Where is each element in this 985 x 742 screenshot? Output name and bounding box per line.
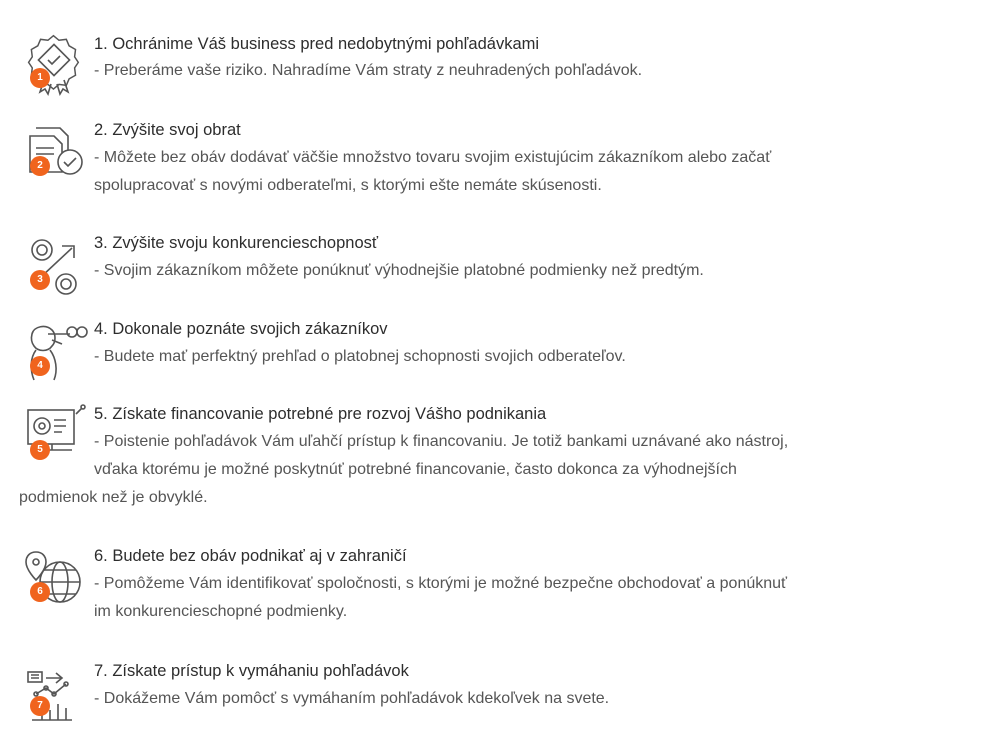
number-badge: 6	[30, 582, 50, 602]
benefit-title: 4. Dokonale poznáte svojich zákazníkov	[94, 320, 388, 338]
benefit-description-line: - Poistenie pohľadávok Vám uľahčí prístup k financovaniu. Je totiž bankami uznávané ako nástroj,	[94, 433, 789, 450]
presentation-board-icon	[22, 404, 86, 468]
benefit-description-line: - Môžete bez obáv dodávať väčšie množstvo tovaru svojim existujúcim zákazníkom alebo začať	[94, 149, 772, 166]
benefit-description-line: - Svojim zákazníkom môžete ponúknuť výhodnejšie platobné podmienky než predtým.	[94, 262, 704, 279]
benefit-description-line: - Budete mať perfektný prehľad o platobnej schopnosti svojich odberateľov.	[94, 348, 626, 365]
number-badge: 3	[30, 270, 50, 290]
globe-pin-icon	[22, 546, 86, 610]
benefit-title: 2. Zvýšite svoj obrat	[94, 121, 241, 139]
benefit-description-line: vďaka ktorému je možné poskytnúť potrebné financovanie, často dokonca za výhodnejších	[94, 461, 737, 478]
benefit-title: 6. Budete bez obáv podnikať aj v zahraničí	[94, 547, 407, 565]
benefit-title: 3. Zvýšite svoju konkurencieschopnosť	[94, 234, 379, 252]
number-badge: 5	[30, 440, 50, 460]
benefit-description-line: spolupracovať s novými odberateľmi, s ktorými ešte nemáte skúsenosti.	[94, 177, 602, 194]
documents-check-icon	[22, 124, 86, 188]
benefit-description-line: - Dokážeme Vám pomôcť s vymáhaním pohľadávok kdekoľvek na svete.	[94, 690, 610, 707]
benefit-title: 5. Získate financovanie potrebné pre rozvoj Vášho podnikania	[94, 405, 547, 423]
number-badge: 2	[30, 156, 50, 176]
benefit-description-line: - Pomôžeme Vám identifikovať spoločnosti, s ktorými je možné bezpečne obchodovať a ponúknuť	[94, 575, 788, 592]
benefit-description-line: podmienok než je obvyklé.	[19, 489, 208, 506]
certificate-badge-icon	[22, 32, 86, 96]
benefit-description-line: - Preberáme vaše riziko. Nahradíme Vám straty z neuhradených pohľadávok.	[94, 62, 643, 79]
benefit-title: 7. Získate prístup k vymáhaniu pohľadávok	[94, 662, 409, 680]
benefit-description-line: im konkurencieschopné podmienky.	[94, 603, 348, 620]
number-badge: 7	[30, 696, 50, 716]
person-binoculars-icon	[22, 320, 86, 384]
number-badge: 1	[30, 68, 50, 88]
number-badge: 4	[30, 356, 50, 376]
benefit-title: 1. Ochránime Váš business pred nedobytnými pohľadávkami	[94, 35, 540, 53]
analytics-chart-icon	[22, 664, 86, 728]
growth-arrow-icon	[22, 236, 86, 300]
